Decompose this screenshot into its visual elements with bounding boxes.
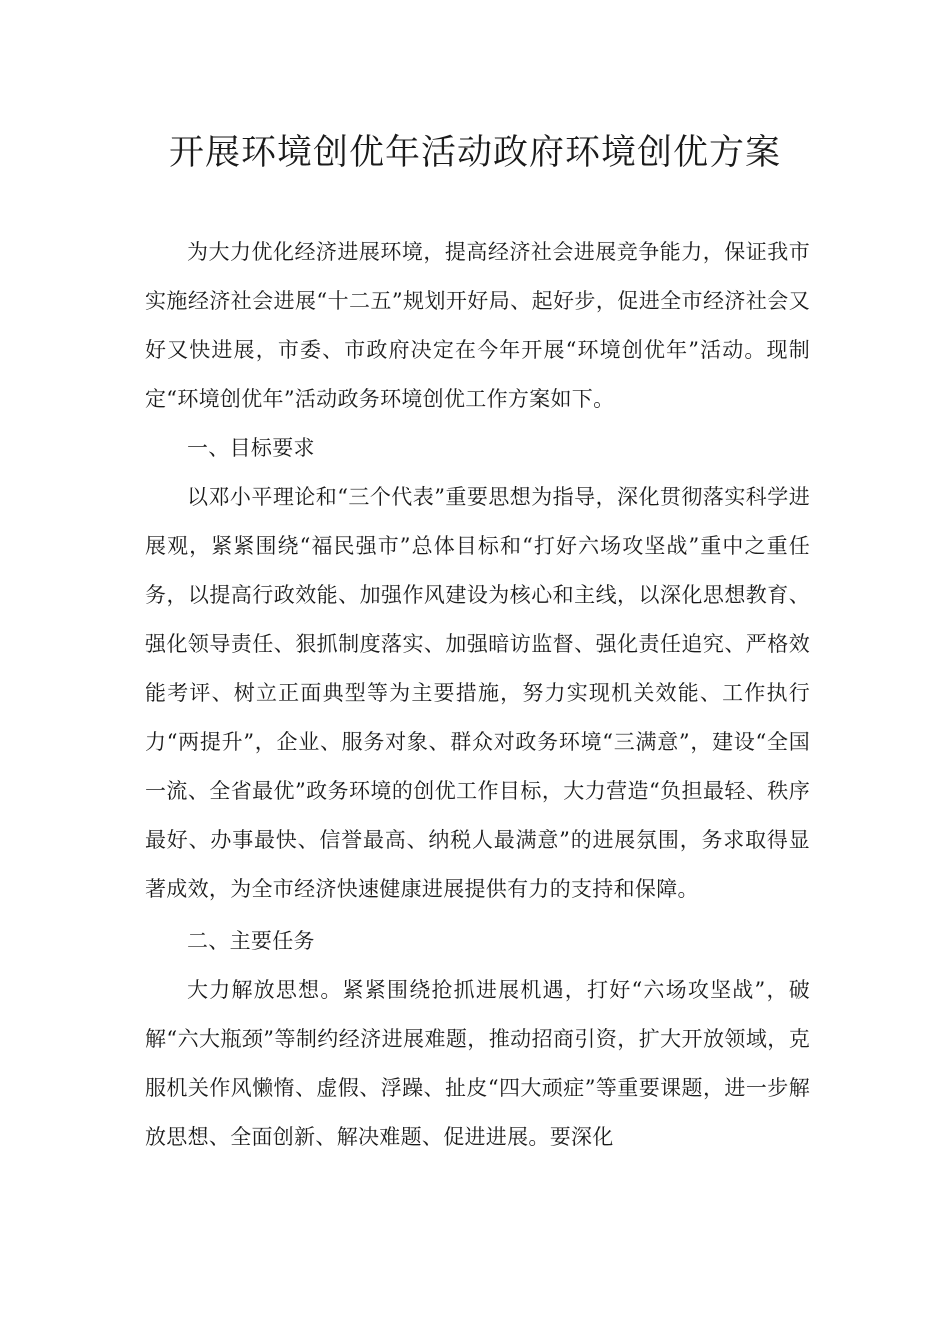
document-title: 开展环境创优年活动政府环境创优方案 (168, 133, 781, 173)
goals-paragraph: 以邓小平理论和“三个代表”重要思想为指导，深化贯彻落实科学进展观，紧紧围绕“福民强市”总体目标和“打好六场攻坚战”重中之重任务，以提高行政效能、加强作风建设为核心和主线，以深化思想教育、强化领导责任、狠抓制度落实、加强暗访监督、强化责任追究、严格效能考评、树立正面典型等为主要措施，努力实现机关效能、工作执行力“两提升”，企业、服务对象、群众对政务环境“三满意”，建设“全国一流、全省最优”政务环境的创优工作目标，大力营造“负担最轻、秩序最好、办事最快、信誉最高、纳税人最满意”的进展氛围，务求取得显著成效，为全市经济快速健康进展提供有力的支持和保障。 (145, 485, 810, 901)
document-body (145, 228, 810, 1162)
intro-paragraph: 为大力优化经济进展环境，提高经济社会进展竞争能力，保证我市实施经济社会进展“十二五”规划开好局、起好步，促进全市经济社会又好又快进展，市委、市政府决定在今年开展“环境创优年”活动。现制定“环境创优年”活动政务环境创优工作方案如下。 (145, 240, 810, 411)
section-heading-goals: 一、目标要求 (187, 436, 315, 460)
tasks-paragraph: 大力解放思想。紧紧围绕抢抓进展机遇，打好“六场攻坚战”，破解“六大瓶颈”等制约经济进展难题，推动招商引资，扩大开放领域，克服机关作风懒惰、虚假、浮躁、扯皮“四大顽症”等重要课题，进一步解放思想、全面创新、解决难题、促进进展。要深化 (145, 978, 810, 1149)
section-heading-tasks: 二、主要任务 (187, 929, 315, 953)
